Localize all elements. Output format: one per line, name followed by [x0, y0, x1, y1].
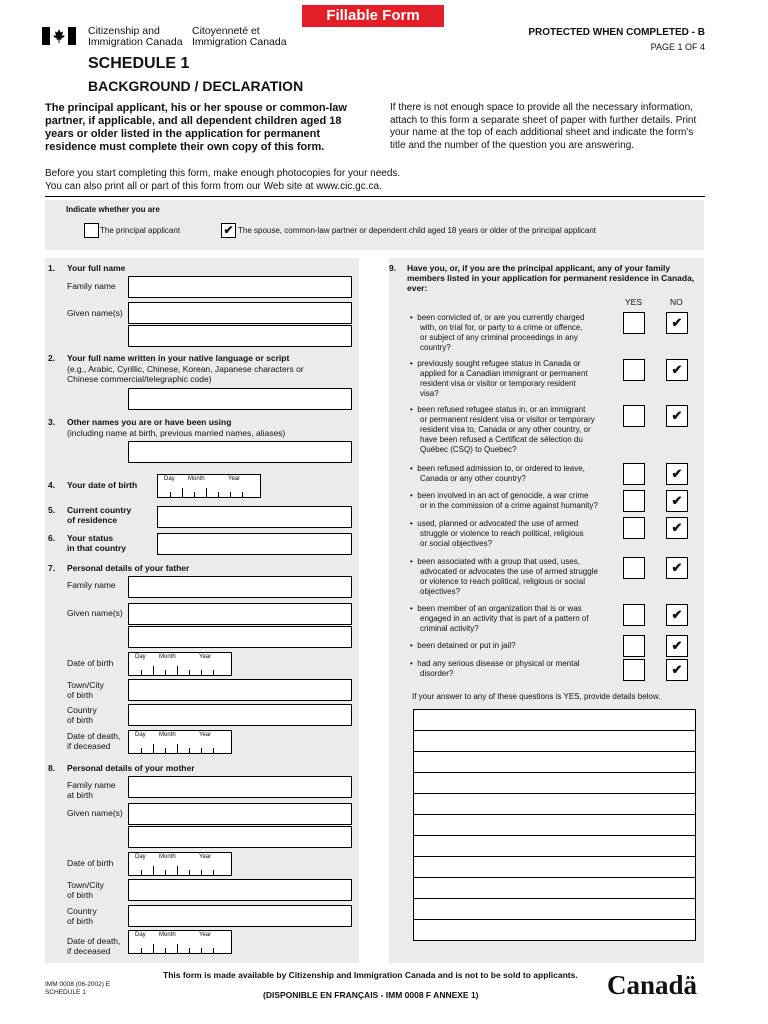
q9-associated-group-no-checkbox[interactable]: ✔	[666, 557, 688, 579]
q9-item-refugee-sought: • previously sought refugee status in Canada or applied for a Canadian immigrant or permanent resident visa or visitor or temporary resident visa?	[410, 359, 588, 398]
q9-criminal-org-yes-checkbox[interactable]	[623, 604, 645, 626]
photocopy-note: Before you start completing this form, make enough photocopies for your needs. You can also print all or part of this form from our Web site at www.cic.gc.ca.	[45, 168, 401, 192]
q9-details-line-8[interactable]	[413, 856, 696, 878]
intro-extra-space-note: If there is not enough space to provide all the necessary information, attach to this form a separate sheet of paper with further details. Print your name at the top of each additional sheet and indicate the form's title and the number of the question you are answering.	[390, 102, 697, 151]
page-subtitle: BACKGROUND / DECLARATION	[88, 78, 304, 94]
q9-item-refused-admission: • been refused admission to, or ordered to leave, Canada or any other country?	[410, 464, 585, 483]
form-identifier: IMM 0008 (06-2002) E SCHEDULE 1	[45, 981, 111, 996]
q9-details-instructions: If your answer to any of these questions is YES, provide details below.	[412, 692, 661, 701]
protected-label: PROTECTED WHEN COMPLETED - B	[528, 27, 705, 38]
q8-dob-label: Date of birth	[67, 858, 114, 868]
q9-detained-no-checkbox[interactable]: ✔	[666, 635, 688, 657]
q1-number: 1.	[48, 263, 56, 273]
q8-mother-given-input-2[interactable]	[128, 826, 352, 848]
q8-mother-town-input[interactable]	[128, 879, 352, 901]
q7-father-given-input-1[interactable]	[128, 603, 352, 625]
q9-armed-struggle-yes-checkbox[interactable]	[623, 517, 645, 539]
canada-wordmark: Canadä	[607, 970, 698, 1000]
page-number: PAGE 1 OF 4	[650, 42, 705, 52]
q5-country-input[interactable]	[157, 506, 352, 528]
q9-item-associated-group: • been associated with a group that used, uses, advocated or advocates the use of armed struggle or violence to reach political, religious or social objectives?	[410, 557, 598, 596]
q4-date-of-birth-input[interactable]: Day Month Year	[157, 474, 261, 498]
q1-family-name-input[interactable]	[128, 276, 352, 298]
divider	[45, 196, 705, 197]
q7-family-label: Family name	[67, 580, 116, 590]
q9-refused-admission-yes-checkbox[interactable]	[623, 463, 645, 485]
q7-given-label: Given name(s)	[67, 608, 123, 618]
q7-dod-label: Date of death, if deceased	[67, 731, 121, 751]
q9-disease-yes-checkbox[interactable]	[623, 659, 645, 681]
q7-number: 7.	[48, 563, 56, 573]
q7-father-town-input[interactable]	[128, 679, 352, 701]
q9-item-armed-struggle: • used, planned or advocated the use of armed struggle or violence to reach political, religious or social objectives?	[410, 519, 584, 548]
q9-details-line-11[interactable]	[413, 919, 696, 941]
footer-french-note: (DISPONIBLE EN FRANÇAIS - IMM 0008 F ANNEXE 1)	[263, 990, 479, 1000]
q9-title: Have you, or, if you are the principal applicant, any of your family members listed in your application for permanent residence in Canada, ever:	[407, 263, 695, 293]
applicant-type-section	[45, 200, 704, 250]
q7-father-dob-input[interactable]: Day Month Year	[128, 652, 232, 676]
q9-item-convicted: • been convicted of, or are you currently charged with, on trial for, or party to a crime or offence, or subject of any criminal proceedings in any country?	[410, 313, 585, 352]
q7-country-label: Country of birth	[67, 705, 97, 725]
q9-genocide-no-checkbox[interactable]: ✔	[666, 490, 688, 512]
q9-details-line-10[interactable]	[413, 898, 696, 920]
q9-refused-status-no-checkbox[interactable]: ✔	[666, 405, 688, 427]
principal-applicant-checkbox[interactable]	[84, 223, 99, 238]
dept-name-en: Citizenship and Immigration Canada	[88, 25, 183, 48]
q8-town-label: Town/City of birth	[67, 880, 104, 900]
q9-details-line-3[interactable]	[413, 751, 696, 773]
dept-name-fr: Citoyenneté et Immigration Canada	[192, 25, 287, 48]
personal-details-panel	[45, 258, 359, 963]
q7-father-family-input[interactable]	[128, 576, 352, 598]
q9-details-line-5[interactable]	[413, 793, 696, 815]
q3-subtitle: (including name at birth, previous married names, aliases)	[67, 428, 286, 438]
intro-instructions: The principal applicant, his or her spouse or common-law partner, if applicable, and all dependent children aged 18 years or older listed in the application for permanent residence must complete their own copy of this form.	[45, 102, 347, 153]
q9-details-line-7[interactable]	[413, 835, 696, 857]
q5-number: 5.	[48, 505, 56, 515]
q9-details-line-9[interactable]	[413, 877, 696, 899]
q2-number: 2.	[48, 353, 56, 363]
spouse-dependent-label: The spouse, common-law partner or dependent child aged 18 years or older of the principal applicant	[238, 226, 596, 235]
q8-dod-label: Date of death, if deceased	[67, 936, 121, 956]
q8-country-label: Country of birth	[67, 906, 97, 926]
background-questions-panel	[389, 258, 704, 963]
footer-notice: This form is made available by Citizenship and Immigration Canada and is not to be sold to applicants.	[163, 970, 578, 980]
q8-title: Personal details of your mother	[67, 763, 195, 773]
q4-number: 4.	[48, 480, 56, 490]
q7-father-dod-input[interactable]: Day Month Year	[128, 730, 232, 754]
q9-details-line-6[interactable]	[413, 814, 696, 836]
q7-dob-label: Date of birth	[67, 658, 114, 668]
q9-refused-admission-no-checkbox[interactable]: ✔	[666, 463, 688, 485]
q9-details-table	[413, 709, 696, 941]
q1-given-label: Given name(s)	[67, 308, 123, 318]
spouse-dependent-checkbox[interactable]: ✔	[221, 223, 236, 238]
q1-given-name-input-2[interactable]	[128, 325, 352, 347]
q9-genocide-yes-checkbox[interactable]	[623, 490, 645, 512]
canada-flag-icon	[42, 27, 76, 45]
principal-applicant-label: The principal applicant	[100, 226, 181, 235]
q9-item-disease: • had any serious disease or physical or mental disorder?	[410, 659, 580, 678]
q9-convicted-no-checkbox[interactable]: ✔	[666, 312, 688, 334]
q9-item-refused-status: • been refused refugee status in, or an immigrant or permanent resident visa or visitor or temporary resident visa to, Canada or any other country, or have been refused a Certificat de sélection du Québec (CSQ) to Quebec?	[410, 405, 595, 454]
q7-father-country-input[interactable]	[128, 704, 352, 726]
yes-column-header: YES	[625, 297, 643, 307]
q9-details-line-1[interactable]	[413, 709, 696, 731]
applicant-type-label: Indicate whether you are	[66, 205, 160, 214]
q9-refused-status-yes-checkbox[interactable]	[623, 405, 645, 427]
q9-criminal-org-no-checkbox[interactable]: ✔	[666, 604, 688, 626]
q2-title: Your full name written in your native language or script	[67, 353, 290, 363]
q7-town-label: Town/City of birth	[67, 680, 104, 700]
q8-mother-dob-input[interactable]: Day Month Year	[128, 852, 232, 876]
page-title: SCHEDULE 1	[88, 55, 190, 72]
q8-family-label: Family name at birth	[67, 780, 116, 800]
q9-number: 9.	[389, 263, 397, 273]
q3-other-names-input[interactable]	[128, 441, 352, 463]
q2-subtitle: (e.g., Arabic, Cyrillic, Chinese, Korean, Japanese characters or Chinese commercial/telegraphic code)	[67, 364, 304, 384]
q7-title: Personal details of your father	[67, 563, 190, 573]
q7-father-given-input-2[interactable]	[128, 626, 352, 648]
no-column-header: NO	[670, 297, 683, 307]
q9-item-criminal-org: • been member of an organization that is or was engaged in an activity that is part of a pattern of criminal activity?	[410, 604, 589, 633]
q1-title: Your full name	[67, 263, 126, 273]
q8-mother-given-input-1[interactable]	[128, 803, 352, 825]
q9-refugee-sought-no-checkbox[interactable]: ✔	[666, 359, 688, 381]
q9-detained-yes-checkbox[interactable]	[623, 635, 645, 657]
q9-details-line-4[interactable]	[413, 772, 696, 794]
q9-details-line-2[interactable]	[413, 730, 696, 752]
q9-convicted-yes-checkbox[interactable]	[623, 312, 645, 334]
q9-item-genocide: • been involved in an act of genocide, a war crime or in the commission of a crime against humanity?	[410, 491, 598, 510]
q5-title: Current country of residence	[67, 505, 132, 525]
q9-item-detained: • been detained or put in jail?	[410, 641, 516, 650]
q6-title: Your status in that country	[67, 533, 127, 553]
q8-given-label: Given name(s)	[67, 808, 123, 818]
q1-given-name-input-1[interactable]	[128, 302, 352, 324]
q8-mother-country-input[interactable]	[128, 905, 352, 927]
q9-refugee-sought-yes-checkbox[interactable]	[623, 359, 645, 381]
q2-native-name-input[interactable]	[128, 388, 352, 410]
q1-family-label: Family name	[67, 281, 116, 291]
q3-title: Other names you are or have been using	[67, 417, 232, 427]
q8-number: 8.	[48, 763, 56, 773]
q8-mother-family-input[interactable]	[128, 776, 352, 798]
fillable-form-banner: Fillable Form	[302, 5, 444, 27]
q9-armed-struggle-no-checkbox[interactable]: ✔	[666, 517, 688, 539]
q6-number: 6.	[48, 533, 56, 543]
q8-mother-dod-input[interactable]: Day Month Year	[128, 930, 232, 954]
q9-disease-no-checkbox[interactable]: ✔	[666, 659, 688, 681]
q6-status-input[interactable]	[157, 533, 352, 555]
q9-associated-group-yes-checkbox[interactable]	[623, 557, 645, 579]
q4-title: Your date of birth	[67, 480, 138, 490]
q3-number: 3.	[48, 417, 56, 427]
